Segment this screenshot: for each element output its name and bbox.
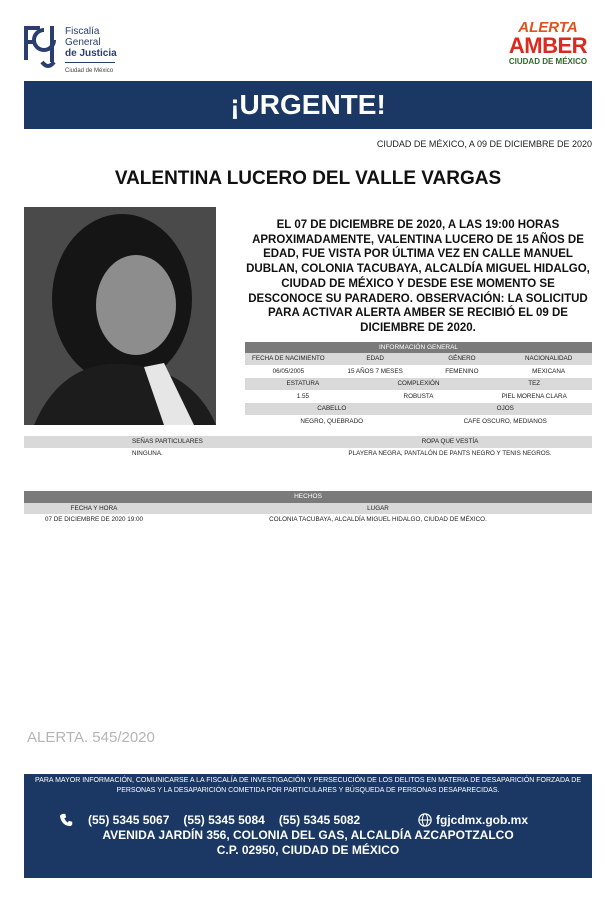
value-build: ROBUSTA bbox=[403, 393, 434, 400]
amber-logo-line2: AMBER bbox=[508, 33, 588, 58]
value-clothing: PLAYERA NEGRA, PANTALÓN DE PANTS NEGRO Y TENIS NEGROS. bbox=[348, 450, 552, 457]
urgent-banner: ¡URGENTE! bbox=[24, 81, 592, 129]
footer-address bbox=[24, 828, 592, 858]
label-height: ESTATURA bbox=[286, 380, 320, 387]
facts-value-row bbox=[24, 514, 592, 525]
info-value-row-2 bbox=[245, 390, 592, 403]
value-height: 1.55 bbox=[296, 393, 309, 400]
label-age: EDAD bbox=[366, 355, 384, 362]
address-line-1: AVENIDA JARDÍN 356, COLONIA DEL GAS, ALCALDÍA AZCAPOTZALCO bbox=[102, 828, 514, 842]
value-eyes: CAFE OSCURO, MEDIANOS bbox=[463, 418, 547, 425]
disappearance-narrative: EL 07 DE DICIEMBRE DE 2020, A LAS 19:00 HORAS APROXIMADAMENTE, VALENTINA LUCERO DE 15 AÑOS DE EDAD, FUE VISTA POR ÚLTIMA VEZ EN CALLE MANUEL DUBLAN, COLONIA TACUBAYA, ALCALDÍA MIGUEL HIDALGO, CIUDAD DE MÉXICO Y DESDE ESE MOMENTO SE DESCONOCE SU PARADERO. OBSERVACIÓN: LA SOLICITUD PARA ACTIVAR ALERTA AMBER SE RECIBIÓ EL 09 DE DICIEMBRE DE 2020. bbox=[246, 219, 590, 334]
label-distinguishing-marks: SEÑAS PARTICULARES bbox=[132, 438, 203, 445]
features-value-row bbox=[24, 448, 592, 460]
fgj-name-line1: Fiscalía bbox=[65, 26, 100, 37]
value-date-time: 07 DE DICIEMBRE DE 2020 19:00 bbox=[45, 516, 143, 523]
phone-number-2[interactable]: (55) 5345 5084 bbox=[183, 813, 265, 827]
footer-info-text: PARA MAYOR INFORMACIÓN, COMUNICARSE A LA FISCALÍA DE INVESTIGACIÓN Y PERSECUCIÓN DE LOS DELITOS EN MATERIA DE DESAPARICIÓN FORZADA DE PERSONAS Y LA DESAPARICIÓN COMETIDA POR PARTICULARES Y BÚSQUEDA DE PERSONAS DESAPARECIDAS. bbox=[35, 777, 581, 794]
person-name: VALENTINA LUCERO DEL VALLE VARGAS bbox=[114, 168, 502, 189]
label-nationality: NACIONALIDAD bbox=[525, 355, 573, 362]
facts-header: HECHOS bbox=[24, 491, 592, 503]
website-link[interactable]: fgjcdmx.gob.mx bbox=[436, 813, 529, 827]
amber-logo-line3: CIUDAD DE MÉXICO bbox=[508, 57, 588, 66]
info-value-row-3 bbox=[245, 415, 592, 428]
address-line-2: C.P. 02950, CIUDAD DE MÉXICO bbox=[216, 843, 400, 857]
general-info-table bbox=[245, 342, 592, 428]
label-date-time: FECHA Y HORA bbox=[70, 505, 118, 512]
facts-label-row bbox=[24, 503, 592, 514]
value-place: COLONIA TACUBAYA, ALCALDÍA MIGUEL HIDALGO, CIUDAD DE MÉXICO. bbox=[269, 516, 487, 523]
value-complexion: PIEL MORENA CLARA bbox=[501, 393, 567, 400]
fgj-name-line4: Ciudad de México bbox=[65, 68, 114, 74]
label-eyes: OJOS bbox=[496, 405, 514, 412]
label-gender: GÉNERO bbox=[448, 355, 476, 362]
fgj-name-line3: de Justicia bbox=[65, 48, 117, 59]
fgj-name-line2: General bbox=[65, 37, 101, 48]
value-gender: FEMENINO bbox=[445, 368, 479, 375]
value-birthdate: 06/05/2005 bbox=[272, 368, 305, 375]
value-hair: NEGRO, QUEBRADO bbox=[300, 418, 364, 425]
phone-list bbox=[60, 813, 360, 827]
general-info-header: INFORMACIÓN GENERAL bbox=[245, 342, 592, 353]
fgj-logo bbox=[22, 22, 132, 78]
label-hair: CABELLO bbox=[317, 405, 347, 412]
amber-logo-line1: ALERTA bbox=[518, 19, 578, 36]
distinguishing-features-table bbox=[24, 436, 592, 460]
info-label-row-3 bbox=[245, 403, 592, 415]
features-label-row bbox=[24, 436, 592, 448]
contact-footer bbox=[24, 774, 592, 878]
value-nationality: MEXICANA bbox=[532, 368, 566, 375]
issue-date: CIUDAD DE MÉXICO, A 09 DE DICIEMBRE DE 2020 bbox=[376, 139, 592, 149]
label-birthdate: FECHA DE NACIMIENTO bbox=[252, 355, 325, 362]
label-build: COMPLEXIÓN bbox=[397, 380, 440, 387]
value-distinguishing-marks: NINGUNA. bbox=[132, 450, 163, 457]
fgj-divider bbox=[65, 62, 115, 63]
person-photo bbox=[24, 207, 216, 425]
phone-number-1[interactable]: (55) 5345 5067 bbox=[88, 813, 170, 827]
fgj-emblem-icon bbox=[22, 22, 62, 74]
value-age: 15 AÑOS 7 MESES bbox=[347, 368, 403, 375]
alert-number: ALERTA. 545/2020 bbox=[27, 729, 155, 746]
phone-icon bbox=[60, 813, 74, 827]
info-label-row-2 bbox=[245, 378, 592, 390]
info-value-row-1 bbox=[245, 365, 592, 378]
label-clothing: ROPA QUE VESTÍA bbox=[421, 438, 479, 445]
globe-icon bbox=[418, 813, 432, 827]
phone-number-3[interactable]: (55) 5345 5082 bbox=[278, 813, 361, 827]
label-complexion: TEZ bbox=[528, 380, 541, 387]
person-silhouette-icon bbox=[24, 207, 216, 425]
alerta-amber-logo bbox=[508, 20, 588, 78]
website-link-group bbox=[418, 813, 528, 827]
facts-table bbox=[24, 491, 592, 525]
label-place: LUGAR bbox=[367, 505, 389, 512]
info-label-row-1 bbox=[245, 353, 592, 365]
